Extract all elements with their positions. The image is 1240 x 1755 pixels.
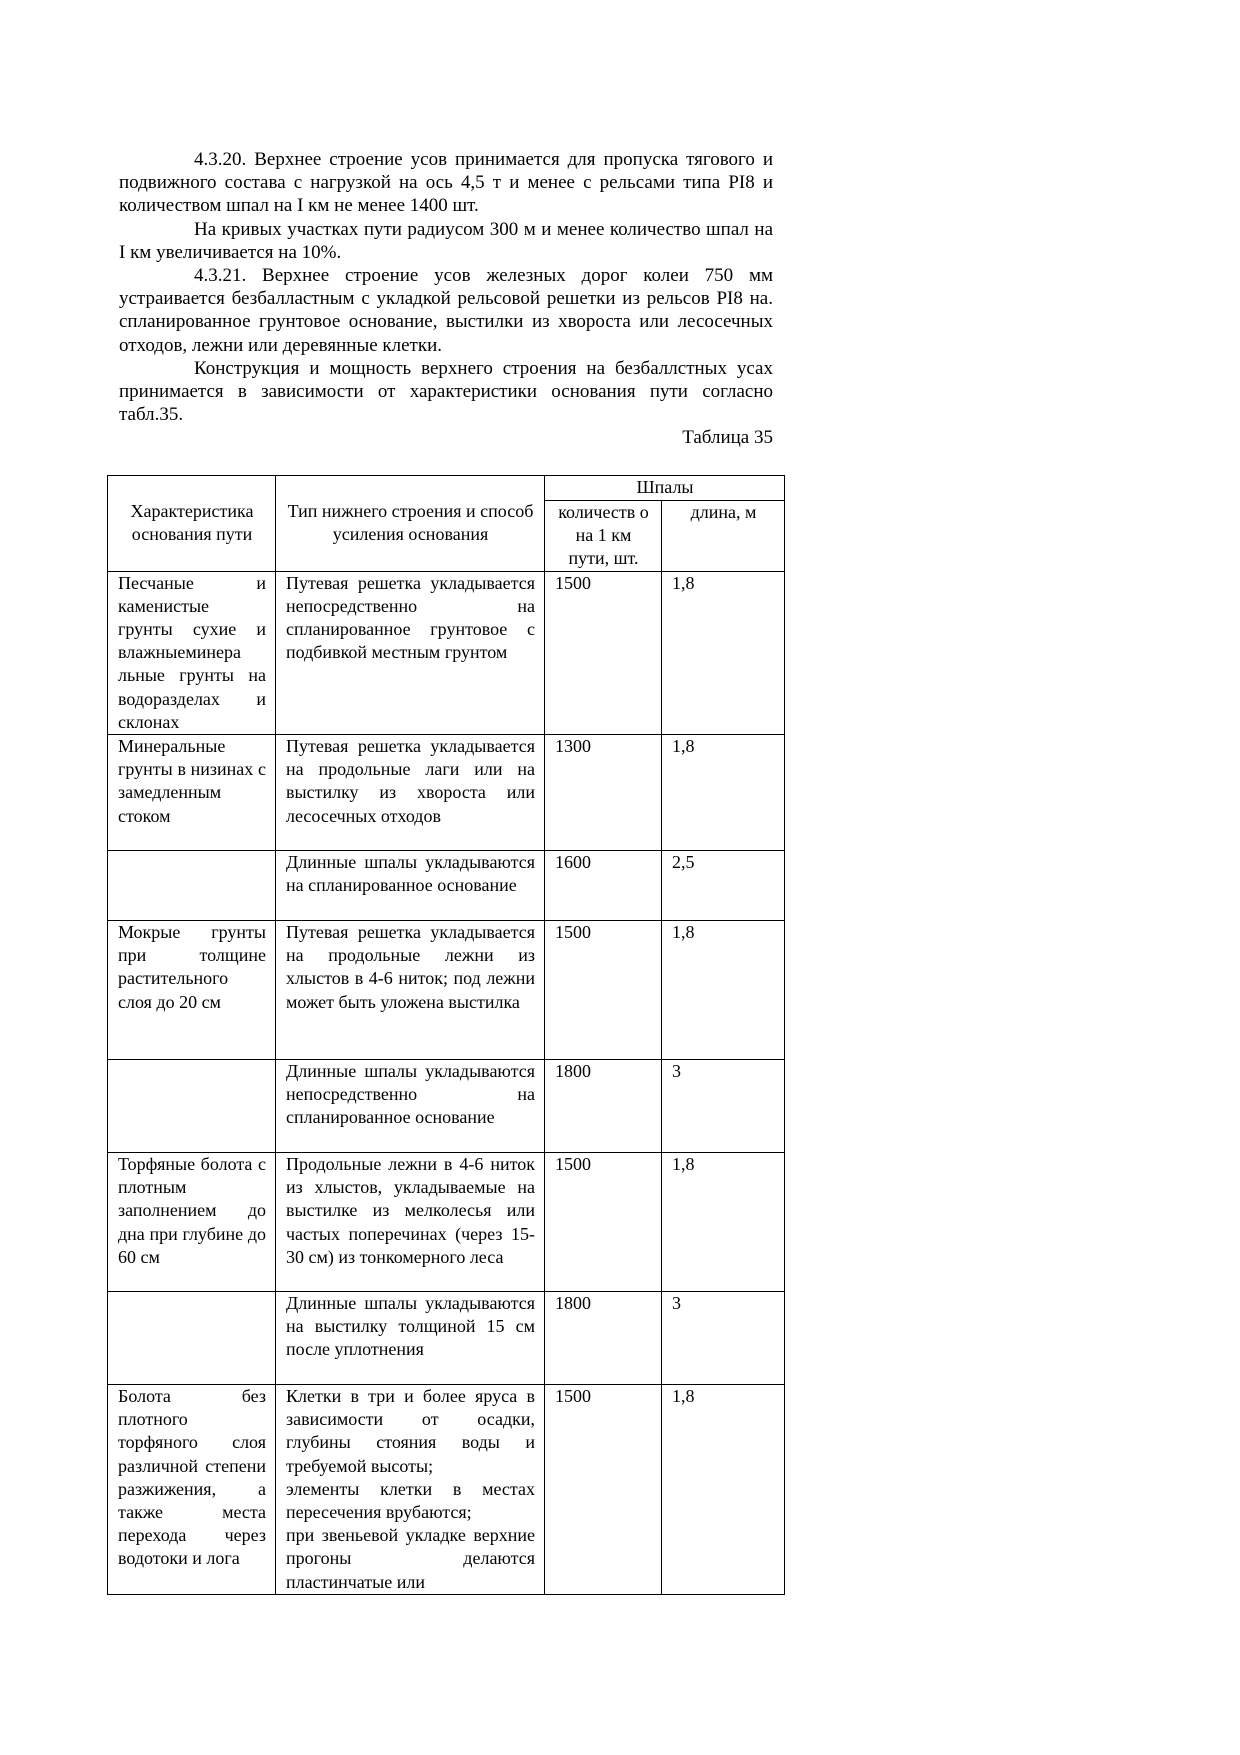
cell-type: Путевая решетка укладывается на продольные лаги или на выстилку из хвороста или лесосечных отходов bbox=[276, 735, 545, 851]
cell-type: Длинные шпалы укладываются непосредственно на спланированное основание bbox=[276, 1060, 545, 1153]
table-header-row bbox=[108, 476, 785, 501]
cell-type bbox=[276, 1385, 545, 1595]
cell-characteristic: Болота без плотного торфяного слоя различной степени разжижения, а также места перехода через водотоки и лога bbox=[108, 1385, 276, 1595]
cell-characteristic: Торфяные болота с плотным заполнением до дна при глубине до 60 см bbox=[108, 1153, 276, 1292]
cell-length: 1,8 bbox=[662, 921, 785, 1060]
cell-type: Длинные шпалы укладываются на спланированное основание bbox=[276, 851, 545, 921]
header-characteristic: Характеристика основания пути bbox=[108, 476, 276, 572]
table-row bbox=[108, 1385, 785, 1595]
header-count: количеств о на 1 км пути, шт. bbox=[545, 501, 662, 572]
cell-length: 1,8 bbox=[662, 1385, 785, 1595]
paragraph-construction: Конструкция и мощность верхнего строения на безбаллстных усах принимается в зависимости от характеристики основания пути согласно табл.35. bbox=[119, 357, 773, 426]
cell-characteristic bbox=[108, 1292, 276, 1385]
cell-characteristic: Мокрые грунты при толщине растительного слоя до 20 см bbox=[108, 921, 276, 1060]
cell-characteristic: Песчаные и каменистые грунты сухие и влажныеминера льные грунты на водоразделах и склонах bbox=[108, 571, 276, 734]
cell-type-line: при звеньевой укладке верхние прогоны делаются пластинчатые или bbox=[286, 1525, 535, 1592]
table-row bbox=[108, 1292, 785, 1385]
cell-characteristic bbox=[108, 851, 276, 921]
cell-count: 1800 bbox=[545, 1292, 662, 1385]
header-sleepers-group: Шпалы bbox=[545, 476, 785, 501]
cell-characteristic: Минеральные грунты в низинах с замедленным стоком bbox=[108, 735, 276, 851]
cell-characteristic bbox=[108, 1060, 276, 1153]
cell-type: Путевая решетка укладывается на продольные лежни из хлыстов в 4-6 ниток; под лежни может быть уложена выстилка bbox=[276, 921, 545, 1060]
table-row bbox=[108, 921, 785, 1060]
paragraph-curves: На кривых участках пути радиусом 300 м и менее количество шпал на I км увеличивается на 10%. bbox=[119, 218, 773, 263]
table-row bbox=[108, 1153, 785, 1292]
cell-type-line: элементы клетки в местах пересечения врубаются; bbox=[286, 1478, 535, 1523]
cell-type: Путевая решетка укладывается непосредственно на спланированное грунтовое с подбивкой местным грунтом bbox=[276, 571, 545, 734]
paragraph-4-3-20: 4.3.20. Верхнее строение усов принимается для пропуска тягового и подвижного состава с нагрузкой на ось 4,5 т и менее с рельсами типа PI8 и количеством шпал на I км не менее 1400 шт. bbox=[119, 149, 773, 217]
table-caption: Таблица 35 bbox=[682, 427, 773, 449]
cell-length: 2,5 bbox=[662, 851, 785, 921]
cell-length: 1,8 bbox=[662, 1153, 785, 1292]
cell-count: 1500 bbox=[545, 921, 662, 1060]
cell-length: 3 bbox=[662, 1060, 785, 1153]
document-body bbox=[119, 148, 773, 450]
table-row bbox=[108, 851, 785, 921]
cell-length: 1,8 bbox=[662, 735, 785, 851]
cell-count: 1300 bbox=[545, 735, 662, 851]
cell-count: 1500 bbox=[545, 1385, 662, 1595]
cell-count: 1500 bbox=[545, 1153, 662, 1292]
table-row bbox=[108, 571, 785, 734]
cell-count: 1500 bbox=[545, 571, 662, 734]
cell-type: Длинные шпалы укладываются на выстилку толщиной 15 см после уплотнения bbox=[276, 1292, 545, 1385]
table-row bbox=[108, 735, 785, 851]
cell-count: 1600 bbox=[545, 851, 662, 921]
paragraph-4-3-21: 4.3.21. Верхнее строение усов железных дорог колеи 750 мм устраивается безбалластным с укладкой рельсовой решетки из рельсов PI8 на. спланированное грунтовое основание, выстилки из хвороста или лесосечных отходов, лежни или деревянные клетки. bbox=[119, 265, 773, 356]
cell-length: 1,8 bbox=[662, 571, 785, 734]
cell-type: Продольные лежни в 4-6 ниток из хлыстов, укладываемые на выстилке из мелколесья или частых поперечинах (через 15-30 см) из тонкомерного леса bbox=[276, 1153, 545, 1292]
cell-type-line: Клетки в три и более яруса в зависимости от осадки, глубины стояния воды и требуемой высоты; bbox=[286, 1386, 535, 1476]
header-length: длина, м bbox=[662, 501, 785, 572]
table-row bbox=[108, 1060, 785, 1153]
sleepers-table bbox=[107, 475, 785, 1595]
cell-count: 1800 bbox=[545, 1060, 662, 1153]
cell-length: 3 bbox=[662, 1292, 785, 1385]
header-type: Тип нижнего строения и способ усиления основания bbox=[276, 476, 545, 572]
